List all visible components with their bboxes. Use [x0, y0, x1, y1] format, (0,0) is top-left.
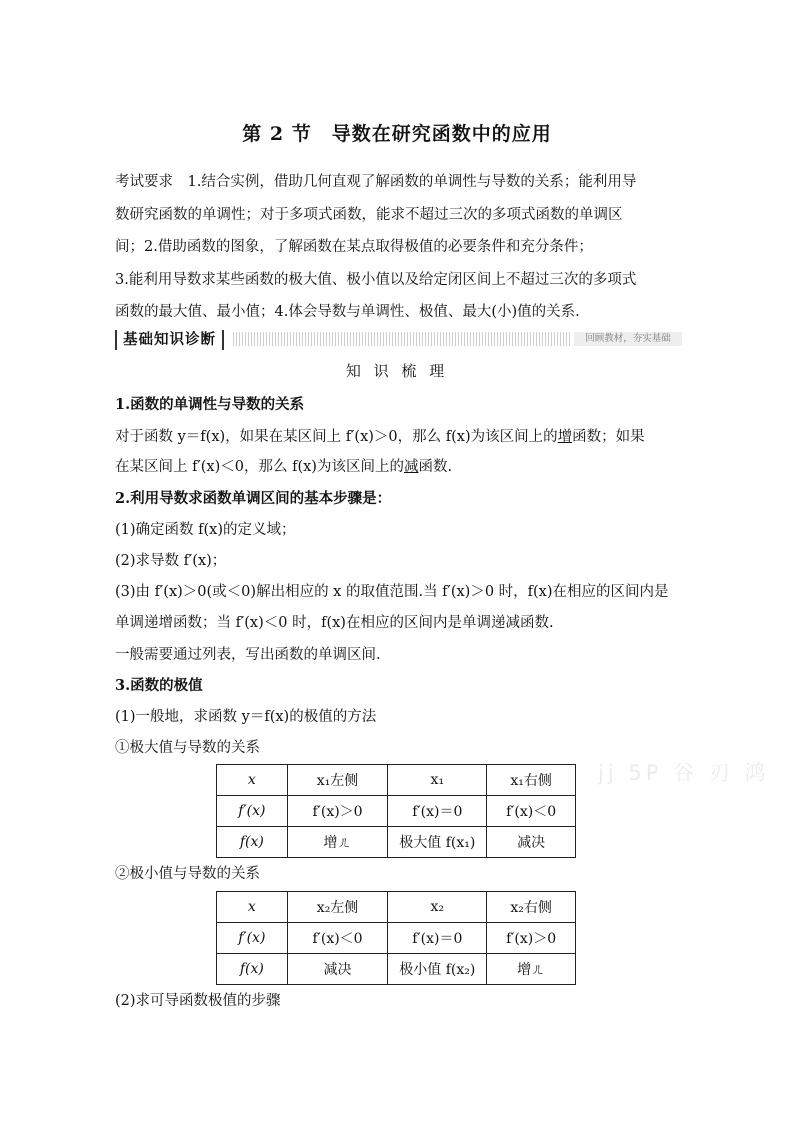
table-cell: x: [217, 765, 288, 796]
extrema-method: (1)一般地，求函数 y＝f(x)的极值的方法: [115, 709, 377, 725]
section-banner-label: 基础知识诊断: [115, 330, 224, 350]
table-cell: 减决: [487, 827, 576, 858]
table-cell: 增ㄦ: [287, 827, 388, 858]
table-cell: f(x): [217, 954, 288, 985]
section-subheading: 知 识 梳 理: [345, 362, 449, 380]
table-cell: x₁左侧: [287, 765, 388, 796]
blank-increasing: 增: [557, 429, 573, 445]
table-row: [217, 954, 576, 985]
page-title: 第 2 节 导数在研究函数中的应用: [242, 123, 552, 145]
table-cell: f′(x)＜0: [487, 796, 576, 827]
table-cell: x: [217, 892, 288, 923]
exam-requirements-line: 3.能利用导数求某些函数的极大值、极小值以及给定闭区间上不超过三次的多项式: [115, 271, 637, 288]
table-cell: 极大值 f(x₁): [388, 827, 487, 858]
max-caption: ①极大值与导数的关系: [115, 740, 260, 756]
step-item: (3)由 f′(x)＞0(或＜0)解出相应的 x 的取值范围.当 f′(x)＞0 时，f(x)在相应的区间内是: [115, 584, 669, 600]
heading-extrema: 3.函数的极值: [115, 677, 203, 694]
exam-requirements-line: 间；2.借助函数的图象，了解函数在某点取得极值的必要条件和充分条件；: [115, 239, 593, 255]
min-caption: ②极小值与导数的关系: [115, 866, 260, 882]
heading-steps: 2.利用导数求函数单调区间的基本步骤是：: [115, 490, 392, 507]
table-row: [217, 923, 576, 954]
extrema-steps-heading: (2)求可导函数极值的步骤: [115, 993, 281, 1009]
monotonicity-line: 在某区间上 f′(x)＜0，那么 f(x)为该区间上的减函数.: [115, 459, 453, 475]
table-cell: f′(x): [217, 923, 288, 954]
table-cell: x₂左侧: [287, 892, 388, 923]
monotonicity-line: 对于函数 y＝f(x)，如果在某区间上 f′(x)＞0，那么 f(x)为该区间上的增函数；如果: [115, 429, 645, 445]
table-row: [217, 827, 576, 858]
table-cell: f′(x)＞0: [487, 923, 576, 954]
section-banner-tagline: 回顾教材，夯实基础: [574, 332, 682, 346]
table-cell: f′(x)＞0: [287, 796, 388, 827]
table-cell: 增ㄦ: [487, 954, 576, 985]
table-cell: f′(x)＜0: [287, 923, 388, 954]
table-cell: x₁右侧: [487, 765, 576, 796]
table-cell: f(x): [217, 827, 288, 858]
table-cell: f′(x): [217, 796, 288, 827]
section-banner-rule: [233, 332, 570, 346]
table-row: [217, 765, 576, 796]
step-item: (1)确定函数 f(x)的定义域；: [115, 522, 296, 538]
table-cell: x₂右侧: [487, 892, 576, 923]
table-cell: x₁: [388, 765, 487, 796]
table-cell: x₂: [388, 892, 487, 923]
exam-requirements-line: 数研究函数的单调性；对于多项式函数，能求不超过三次的多项式函数的单调区: [115, 206, 623, 223]
minimum-table: [216, 891, 576, 985]
table-cell: f′(x)＝0: [388, 796, 487, 827]
section-banner: [115, 329, 682, 351]
exam-requirements-line: 函数的最大值、最小值；4.体会导数与单调性、极值、最大(小)值的关系.: [115, 304, 580, 320]
table-cell: f′(x)＝0: [388, 923, 487, 954]
step-item: (2)求导数 f′(x)；: [115, 553, 227, 569]
step-note: 一般需要通过列表，写出函数的单调区间.: [115, 647, 381, 663]
table-row: [217, 892, 576, 923]
exam-requirements: [115, 166, 685, 329]
heading-monotonicity: 1.函数的单调性与导数的关系: [115, 396, 305, 413]
maximum-table: [216, 764, 576, 858]
table-row: [217, 796, 576, 827]
table-cell: 极小值 f(x₂): [388, 954, 487, 985]
exam-requirements-line: 考试要求 1.结合实例，借助几何直观了解函数的单调性与导数的关系；能利用导: [115, 174, 637, 190]
watermark: jj 5P 谷 刃 鸿: [598, 761, 770, 785]
blank-decreasing: 减: [403, 459, 419, 475]
table-cell: 减决: [287, 954, 388, 985]
step-item: 单调递增函数；当 f′(x)＜0 时，f(x)在相应的区间内是单调递减函数.: [115, 615, 554, 631]
